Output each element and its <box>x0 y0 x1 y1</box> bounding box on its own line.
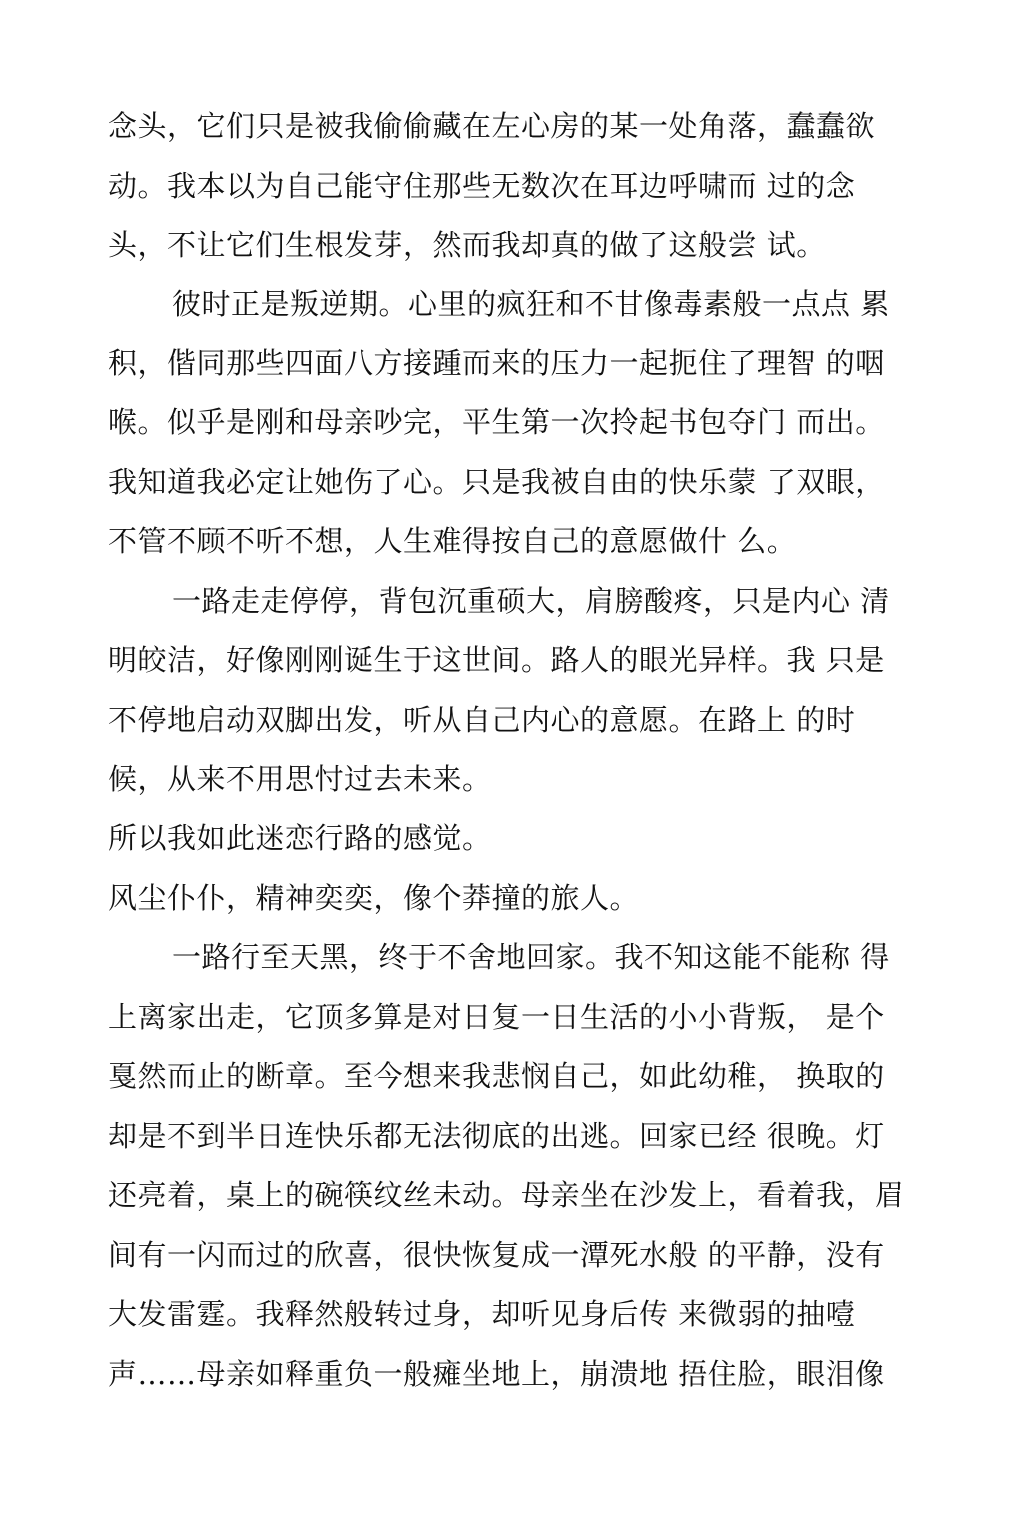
text-line: 戛然而止的断章。至今想来我悲悯自己，如此幼稚， 换取的 <box>108 1059 885 1093</box>
paragraph-first-line: 彼时正是叛逆期。心里的疯狂和不甘像毒素般一点点 累 <box>172 287 890 321</box>
text-line: 喉。似乎是刚和母亲吵完，平生第一次拎起书包夺门 而出。 <box>108 405 885 439</box>
text-line: 所以我如此迷恋行路的感觉。 <box>108 821 492 855</box>
text-line: 明皎洁，好像刚刚诞生于这世间。路人的眼光异样。我 只是 <box>108 643 885 677</box>
text-line: 却是不到半日连快乐都无法彻底的出逃。回家已经 很晚。灯 <box>108 1119 885 1153</box>
text-line: 大发雷霆。我释然般转过身，却听见身后传 来微弱的抽噎 <box>108 1297 856 1331</box>
text-line: 头，不让它们生根发芽，然而我却真的做了这般尝 试。 <box>108 228 826 262</box>
text-line: 不停地启动双脚出发，听从自己内心的意愿。在路上 的时 <box>108 703 856 737</box>
text-line: 动。我本以为自己能守住那些无数次在耳边呼啸而 过的念 <box>108 169 856 203</box>
text-line: 不管不顾不听不想，人生难得按自己的意愿做什 么。 <box>108 524 797 558</box>
text-line: 我知道我必定让她伤了心。只是我被自由的快乐蒙 了双眼， <box>108 465 885 499</box>
text-line: 候，从来不用思忖过去未来。 <box>108 762 492 796</box>
text-line: 上离家出走，它顶多算是对日复一日生活的小小背叛， 是个 <box>108 1000 885 1034</box>
paragraph-first-line: 一路走走停停，背包沉重硕大，肩膀酸疼，只是内心 清 <box>172 584 890 618</box>
text-line: 间有一闪而过的欣喜，很快恢复成一潭死水般 的平静，没有 <box>108 1238 885 1272</box>
text-line: 还亮着，桌上的碗筷纹丝未动。母亲坐在沙发上，看着我，眉 <box>108 1178 905 1212</box>
text-line: 风尘仆仆，精神奕奕，像个莽撞的旅人。 <box>108 881 640 915</box>
text-line: 念头，它们只是被我偷偷藏在左心房的某一处角落，蠢蠢欲 <box>108 109 876 143</box>
text-line: 积，偕同那些四面八方接踵而来的压力一起扼住了理智 的咽 <box>108 346 885 380</box>
paragraph-first-line: 一路行至天黑，终于不舍地回家。我不知这能不能称 得 <box>172 940 890 974</box>
text-line: 声……母亲如释重负一般瘫坐地上，崩溃地 捂住脸，眼泪像 <box>108 1357 885 1391</box>
